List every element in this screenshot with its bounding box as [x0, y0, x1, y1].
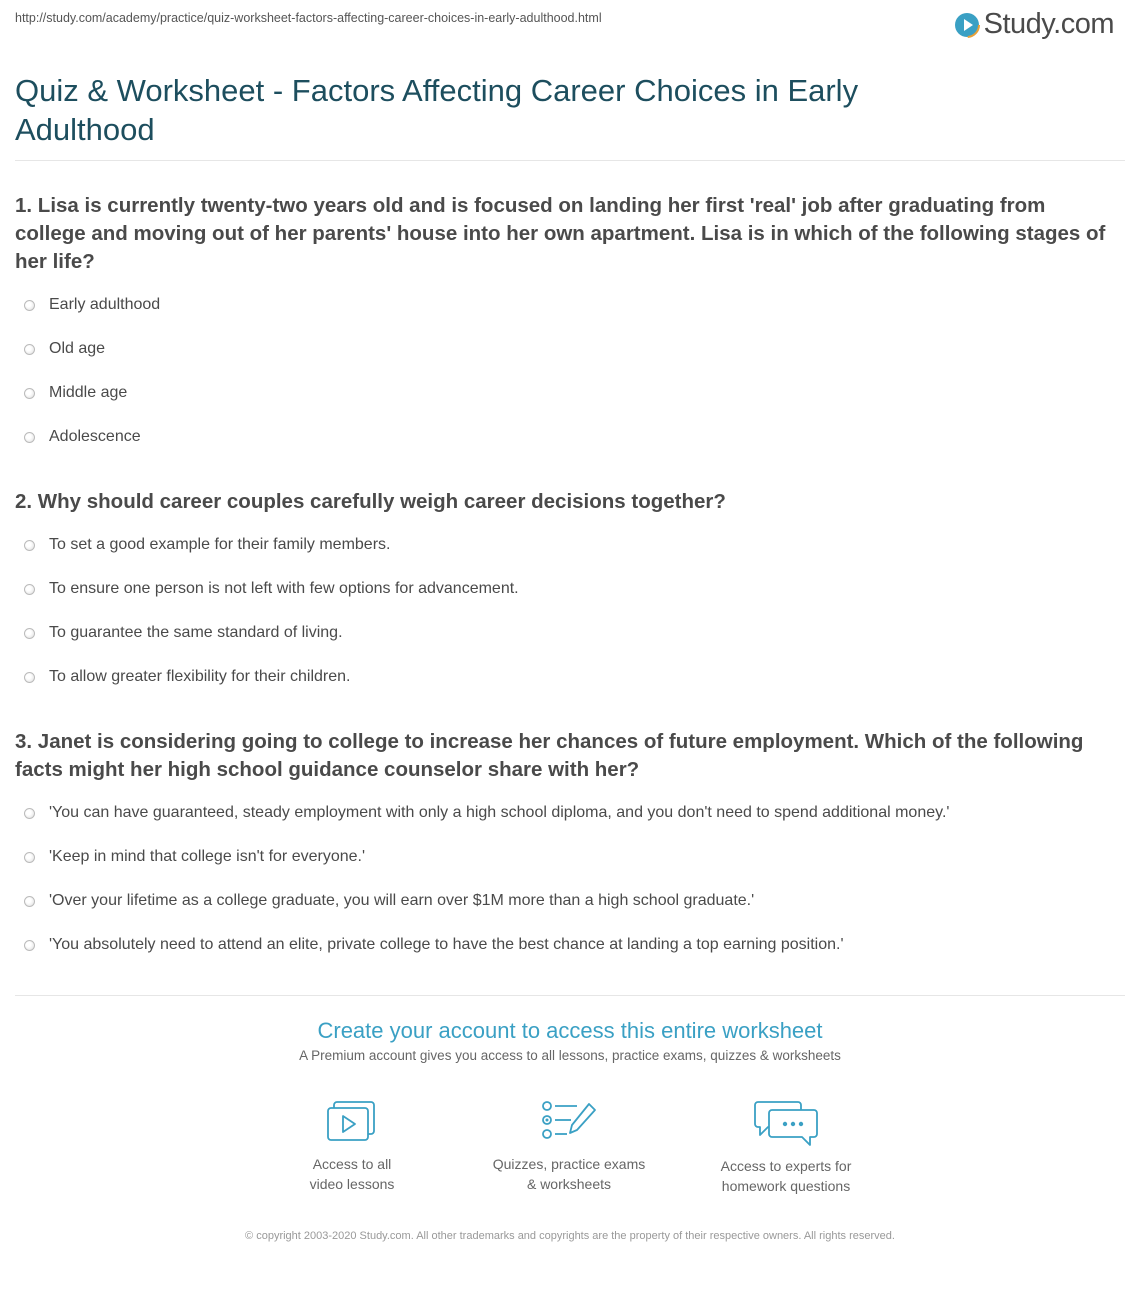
- question-3-options: [22, 804, 949, 980]
- answer-option[interactable]: [22, 892, 949, 936]
- study-logo[interactable]: [954, 8, 1114, 41]
- answer-option-label: Adolescence: [49, 428, 141, 445]
- answer-option[interactable]: [22, 936, 949, 980]
- title-divider: [15, 160, 1125, 161]
- question-1-options: [22, 296, 160, 472]
- feature-caption-line1: Access to experts for: [720, 1158, 852, 1174]
- answer-option[interactable]: [22, 804, 949, 848]
- answer-option-label: 'Over your lifetime as a college graduate, you will earn over $1M more than a high school graduate.': [49, 892, 755, 909]
- answer-option-label: 'You can have guaranteed, steady employment with only a high school diploma, and you don't need to spend additional money.': [49, 804, 950, 821]
- page-title: Quiz & Worksheet - Factors Affecting Career Choices in Early Adulthood: [15, 73, 859, 147]
- feature-experts: [686, 1100, 886, 1196]
- question-3: 3. Janet is considering going to college to increase her chances of future employment. Which of the following facts might her high school guidance counselor share with her?: [15, 730, 1084, 781]
- answer-option[interactable]: [22, 384, 160, 428]
- answer-option-label: 'Keep in mind that college isn't for everyone.': [49, 848, 366, 865]
- video-lessons-icon: [326, 1100, 378, 1144]
- answer-option-label: To allow greater flexibility for their children.: [49, 668, 351, 685]
- play-logo-icon: [954, 12, 980, 38]
- logo-text: Study.com: [983, 8, 1114, 40]
- answer-option[interactable]: [22, 340, 160, 384]
- radio-button-icon[interactable]: [24, 388, 35, 399]
- question-2: 2. Why should career couples carefully weigh career decisions together?: [15, 490, 726, 513]
- answer-option[interactable]: [22, 428, 160, 472]
- radio-button-icon[interactable]: [24, 432, 35, 443]
- chat-bubbles-icon: [754, 1100, 818, 1146]
- answer-option-label: 'You absolutely need to attend an elite, private college to have the best chance at landing a top earning position.': [49, 936, 844, 953]
- radio-button-icon[interactable]: [24, 808, 35, 819]
- cta-divider: [15, 995, 1125, 996]
- answer-option-label: Old age: [49, 340, 106, 357]
- answer-option[interactable]: [22, 536, 519, 580]
- answer-option-label: Early adulthood: [49, 296, 161, 313]
- radio-button-icon[interactable]: [24, 584, 35, 595]
- answer-option[interactable]: [22, 580, 519, 624]
- answer-option-label: To guarantee the same standard of living.: [49, 624, 343, 641]
- radio-button-icon[interactable]: [24, 852, 35, 863]
- radio-button-icon[interactable]: [24, 672, 35, 683]
- create-account-link[interactable]: Create your account to access this entire worksheet: [317, 1018, 823, 1043]
- radio-button-icon[interactable]: [24, 300, 35, 311]
- answer-option-label: To set a good example for their family members.: [49, 536, 391, 553]
- feature-caption-line2: video lessons: [309, 1176, 395, 1192]
- answer-option-label: Middle age: [49, 384, 128, 401]
- feature-video-lessons: [252, 1100, 452, 1194]
- answer-option[interactable]: [22, 668, 519, 712]
- page-url: http://study.com/academy/practice/quiz-worksheet-factors-affecting-career-choices-in-early-adulthood.html: [15, 11, 602, 25]
- radio-button-icon[interactable]: [24, 344, 35, 355]
- feature-caption-line2: & worksheets: [526, 1176, 612, 1192]
- feature-quizzes: [469, 1100, 669, 1194]
- feature-caption-line1: Access to all: [312, 1156, 392, 1172]
- answer-option[interactable]: [22, 848, 949, 892]
- radio-button-icon[interactable]: [24, 896, 35, 907]
- copyright-notice: © copyright 2003-2020 Study.com. All other trademarks and copyrights are the property of their respective owners. All rights reserved.: [245, 1230, 895, 1242]
- quiz-checklist-icon: [541, 1100, 597, 1144]
- feature-caption-line1: Quizzes, practice exams: [492, 1156, 646, 1172]
- feature-caption-line2: homework questions: [721, 1178, 851, 1194]
- answer-option[interactable]: [22, 624, 519, 668]
- question-1: 1. Lisa is currently twenty-two years old and is focused on landing her first 'real' job after graduating from college and moving out of her parents' house into her own apartment. Lisa is in which of the following stages of her life?: [15, 194, 1106, 273]
- radio-button-icon[interactable]: [24, 940, 35, 951]
- question-2-options: [22, 536, 519, 712]
- cta-subtitle: A Premium account gives you access to all lessons, practice exams, quizzes & worksheets: [299, 1048, 841, 1063]
- radio-button-icon[interactable]: [24, 540, 35, 551]
- answer-option-label: To ensure one person is not left with few options for advancement.: [49, 580, 519, 597]
- radio-button-icon[interactable]: [24, 628, 35, 639]
- answer-option[interactable]: [22, 296, 160, 340]
